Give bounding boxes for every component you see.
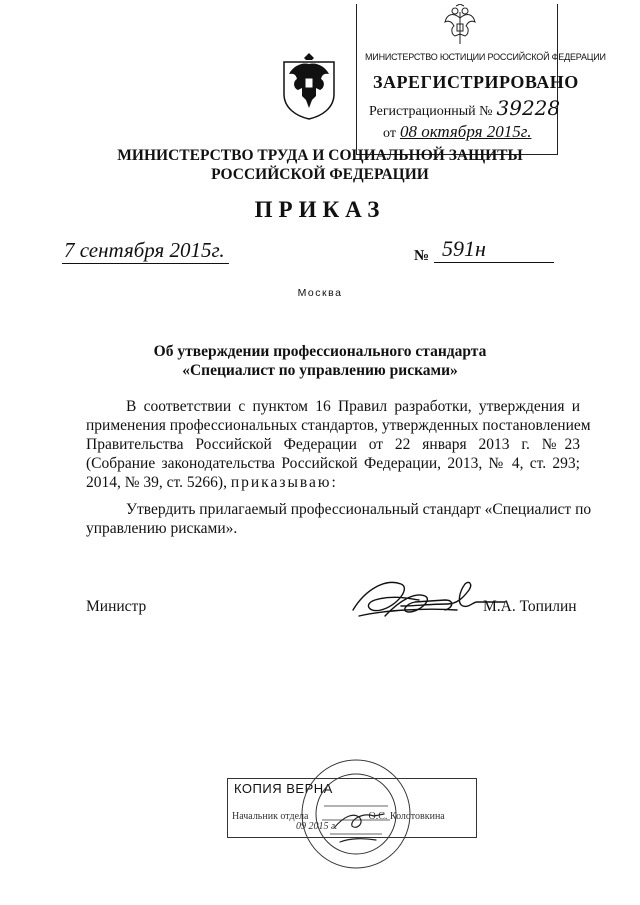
decision-line: управлению рисками». bbox=[86, 520, 238, 537]
document-title-line: Об утверждении профессионального стандарта bbox=[153, 343, 487, 360]
ministry-heading-line: МИНИСТЕРСТВО ТРУДА И СОЦИАЛЬНОЙ ЗАЩИТЫ bbox=[117, 147, 523, 164]
copy-date: 09 2015 г. bbox=[296, 821, 338, 832]
order-date: 7 сентября 2015г. bbox=[62, 238, 229, 264]
copy-label: КОПИЯ ВЕРНА bbox=[234, 781, 333, 796]
document-title-line: «Специалист по управлению рисками» bbox=[182, 362, 458, 379]
body-paragraph bbox=[86, 397, 591, 492]
decision-paragraph bbox=[86, 500, 592, 538]
order-verb: приказываю: bbox=[230, 474, 338, 491]
body-line: (Собрание законодательства Российской Федерации, 2013, № 4, ст. 293; bbox=[86, 455, 580, 472]
registration-ministry: МИНИСТЕРСТВО ЮСТИЦИИ РОССИЙСКОЙ ФЕДЕРАЦИИ bbox=[365, 52, 606, 62]
eagle-icon bbox=[443, 4, 477, 48]
body-line bbox=[86, 473, 580, 492]
ministry-heading bbox=[100, 146, 540, 184]
document-type: ПРИКАЗ bbox=[254, 197, 386, 222]
registration-status: ЗАРЕГИСТРИРОВАНО bbox=[373, 72, 579, 92]
signatory-name: М.А. Топилин bbox=[483, 598, 577, 615]
registration-number: 39228 bbox=[496, 96, 561, 120]
registration-date-row bbox=[383, 122, 531, 142]
body-line-start: 2014, № 39, ст. 5266), bbox=[86, 474, 227, 491]
registration-date-label: от bbox=[383, 126, 396, 141]
body-line: В соответствии с пунктом 16 Правил разработки, утверждения и bbox=[126, 398, 580, 415]
copy-signatory-position: Начальник отдела bbox=[232, 811, 309, 822]
body-line: Правительства Российской Федерации от 22 января 2013 г. №23 bbox=[86, 436, 580, 453]
registration-number-row bbox=[369, 96, 560, 120]
decision-line: Утвердить прилагаемый профессиональный стандарт «Специалист по bbox=[126, 501, 592, 518]
registration-stamp bbox=[356, 4, 606, 155]
ministry-heading-line: РОССИЙСКОЙ ФЕДЕРАЦИИ bbox=[211, 166, 429, 183]
order-number-label: № bbox=[414, 248, 430, 264]
registration-date: 08 октября 2015г. bbox=[399, 122, 532, 141]
order-number: 591н bbox=[434, 236, 554, 263]
round-seal bbox=[300, 758, 412, 870]
coat-of-arms-icon bbox=[280, 48, 338, 120]
registration-number-label: Регистрационный № bbox=[369, 104, 493, 119]
body-line: применения профессиональных стандартов, утвержденных постановлением bbox=[86, 417, 591, 434]
copy-signatory-name: О.С. Колотовкина bbox=[368, 811, 445, 822]
city: Москва bbox=[297, 287, 343, 299]
document-title bbox=[90, 342, 550, 380]
signatory-title: Министр bbox=[86, 598, 147, 615]
